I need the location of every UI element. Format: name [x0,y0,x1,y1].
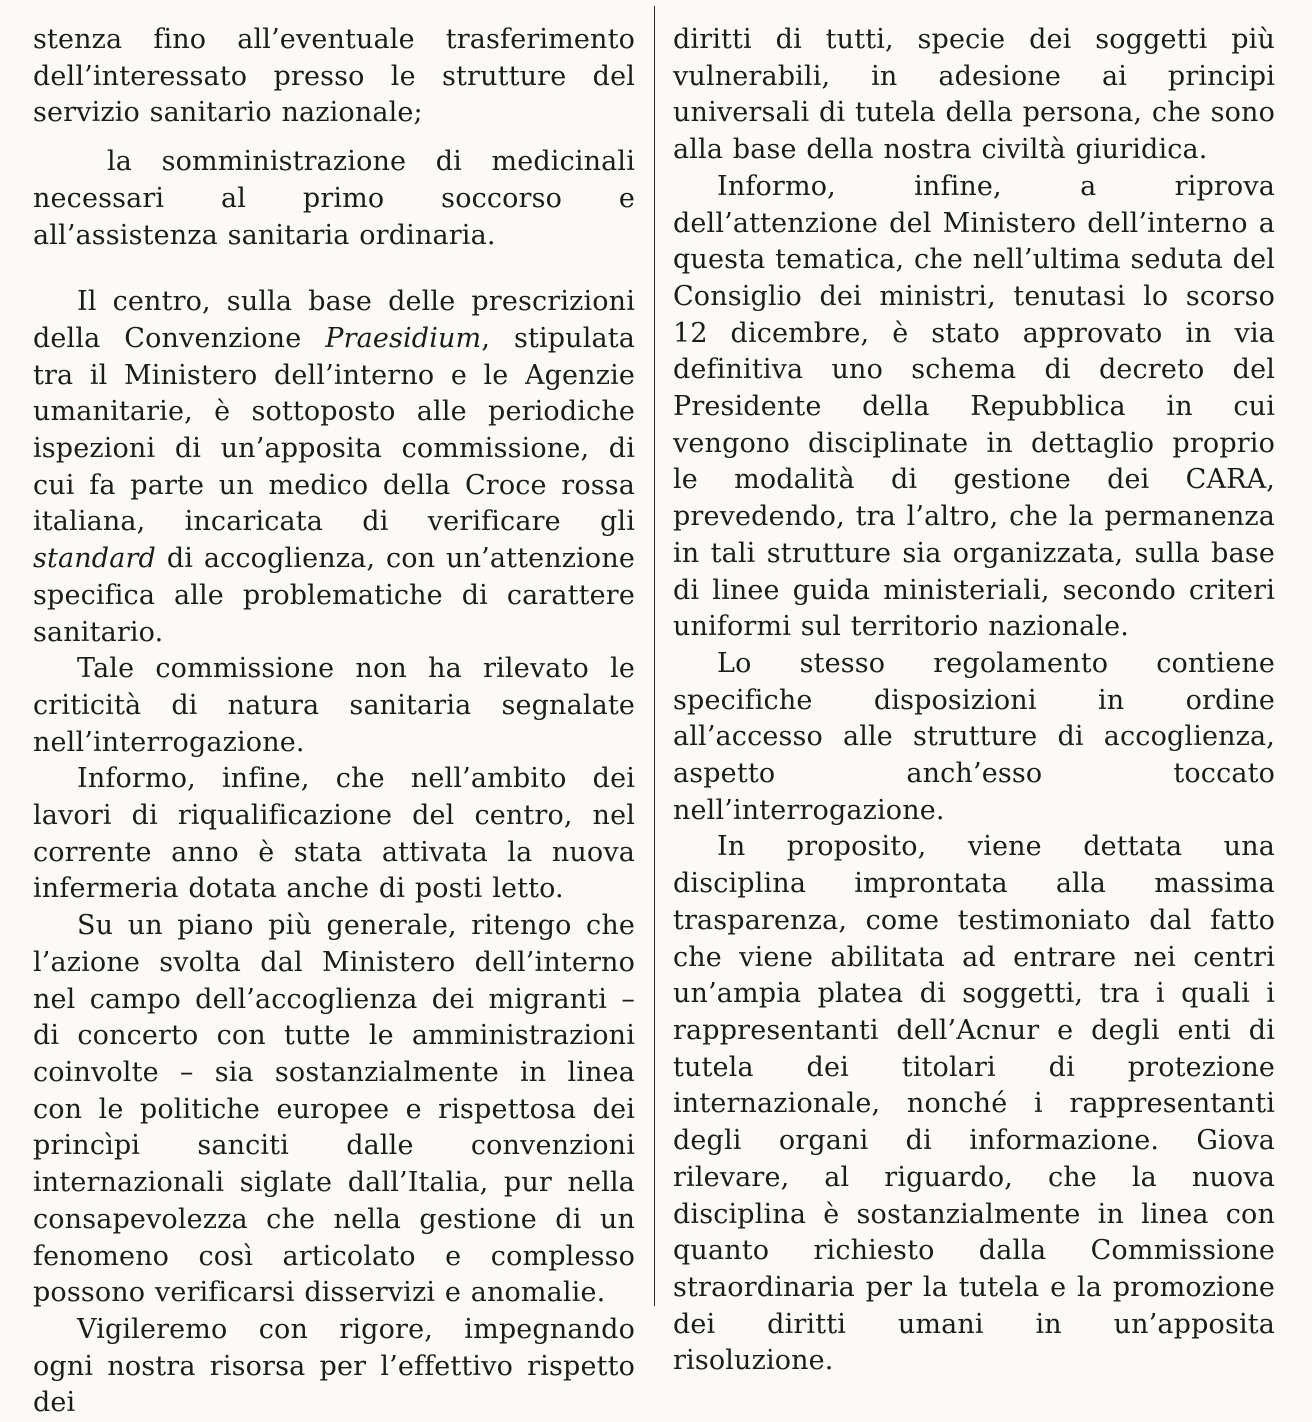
paragraph: Tale commissione non ha rilevato le criticità di natura sanitaria segnalate nell’interrogazione. [33,653,635,758]
text-run: Il centro, sulla base delle prescrizioni della Convenzione [33,286,635,354]
paragraph: Informo, infine, a riprova dell’attenzione del Ministero dell’interno a questa tematica, che nell’ultima seduta del Consiglio dei ministri, tenutasi lo scorso 12 dicembre, è stato approvato in via definitiva uno schema di decreto del Presidente della Repubblica in cui vengono disciplinate in dettaglio proprio le modalità di gestione dei CARA, prevedendo, tra l’altro, che la permanenza in tali strutture sia organizzata, sulla base di linee guida ministeriali, secondo criteri uniformi sul territorio nazionale. [673,170,1275,643]
paragraph: Su un piano più generale, ritengo che l’azione svolta dal Ministero dell’interno nel campo dell’accoglienza dei migranti – di concerto con tutte le amministrazioni coinvolte – sia sostanzialmente in linea con le politiche europee e rispettosa dei princìpi sanciti dalle convenzioni internazionali siglate dall’Italia, pur nella consapevolezza che nella gestione di un fenomeno così articolato e complesso possono verificarsi disservizi e anomalie. [33,910,635,1309]
text-run: , stipulata tra il Ministero dell’interno e le Agenzie umanitarie, è sottoposto alle periodiche ispezioni di un’apposita commissione, di cui fa parte un medico della Croce rossa italiana, incaricata di verificare gli [33,322,635,538]
right-column [673,22,1275,1380]
paragraph: la somministrazione di medicinali necessari al primo soccorso e all’assistenza sanitaria ordinaria. [33,146,635,251]
column-divider [654,6,655,1306]
text-run: di accoglienza, con un’attenzione specifica alle problematiche di carattere sanitario. [33,543,635,648]
italic-term: standard [33,543,156,575]
paragraph [33,284,635,651]
italic-term: Praesidium [325,322,482,354]
paragraph: Informo, infine, che nell’ambito dei lavori di riqualificazione del centro, nel corrente anno è stata attivata la nuova infermeria dotata anche di posti letto. [33,763,635,905]
left-column [33,22,635,1422]
paragraph: stenza fino all’eventuale trasferimento dell’interessato presso le strutture del servizio sanitario nazionale; [33,24,635,129]
paragraph: diritti di tutti, specie dei soggetti più vulnerabili, in adesione ai principi universali di tutela della persona, che sono alla base della nostra civiltà giuridica. [673,24,1275,166]
paragraph: In proposito, viene dettata una disciplina improntata alla massima trasparenza, come testimoniato dal fatto che viene abilitata ad entrare nei centri un’ampia platea di soggetti, tra i quali i rappresentanti dell’Acnur e degli enti di tutela dei titolari di protezione internazionale, nonché i rappresentanti degli organi di informazione. Giova rilevare, al riguardo, che la nuova disciplina è sostanzialmente in linea con quanto richiesto dalla Commissione straordinaria per la tutela e la promozione dei diritti umani in un’apposita risoluzione. [673,831,1275,1377]
paragraph: Lo stesso regolamento contiene specifiche disposizioni in ordine all’accesso alle strutture di accoglienza, aspetto anch’esso toccato nell’interrogazione. [673,647,1275,826]
paragraph: Vigileremo con rigore, impegnando ogni nostra risorsa per l’effettivo rispetto dei [33,1313,635,1419]
